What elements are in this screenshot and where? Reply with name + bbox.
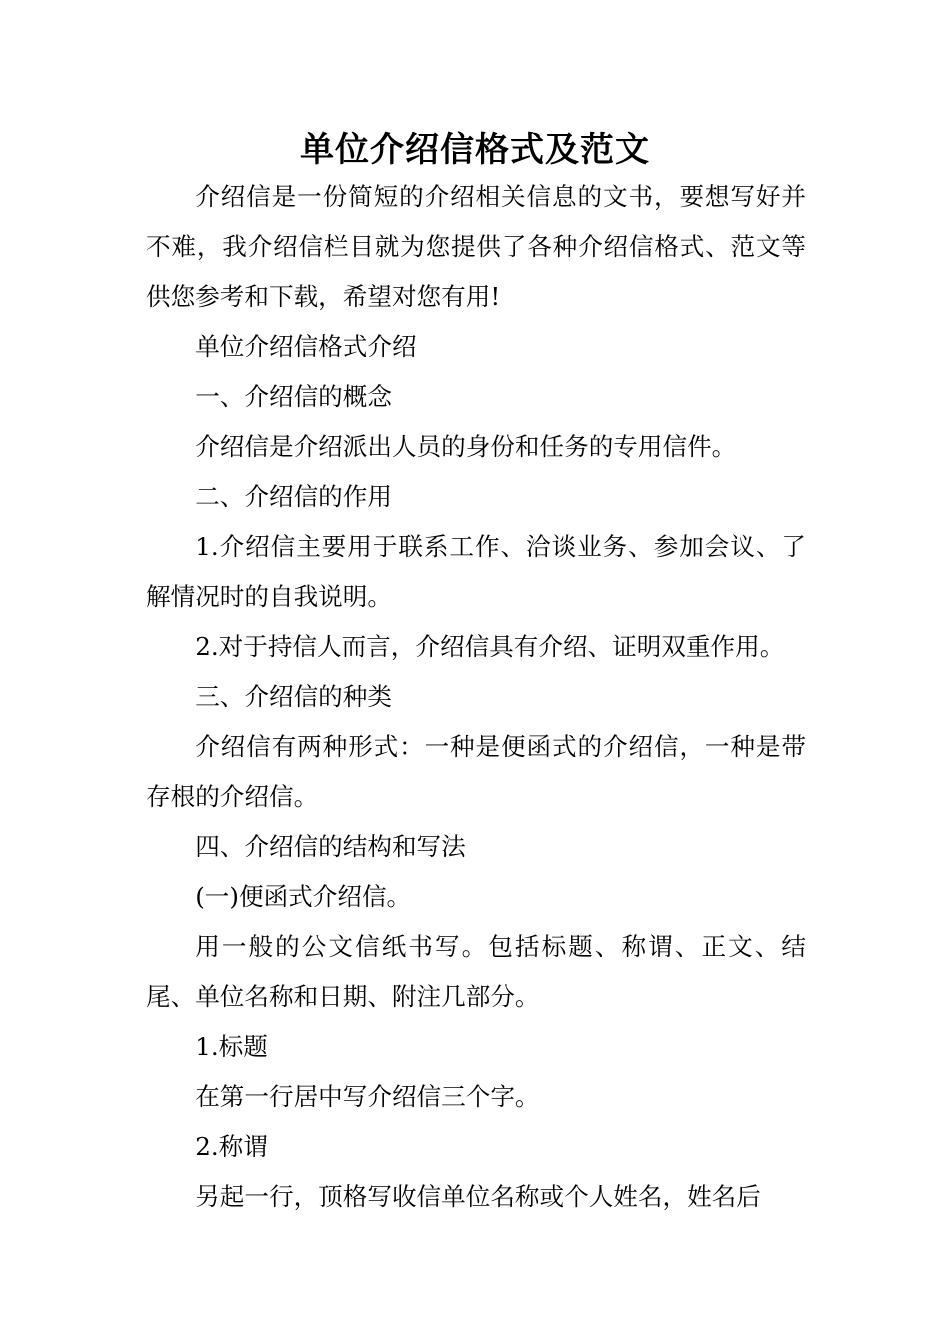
- paragraph-intro: 介绍信是一份简短的介绍相关信息的文书，要想写好并不难，我介绍信栏目就为您提供了各种介绍信格式、范文等供您参考和下载，希望对您有用!: [146, 182, 806, 311]
- paragraph-types: 介绍信有两种形式：一种是便函式的介绍信，一种是带存根的介绍信。: [146, 732, 806, 811]
- paragraph-concept: 介绍信是介绍派出人员的身份和任务的专用信件。: [195, 432, 737, 461]
- paragraph-section-heading: 单位介绍信格式介绍: [195, 332, 417, 361]
- heading-concept: 一、介绍信的概念: [195, 382, 392, 411]
- item-salutation-heading: 2.称谓: [195, 1132, 268, 1161]
- paragraph-function-1: 1.介绍信主要用于联系工作、洽谈业务、参加会议、了解情况时的自我说明。: [146, 532, 806, 611]
- heading-structure: 四、介绍信的结构和写法: [195, 832, 466, 861]
- paragraph-salutation-rule: 另起一行，顶格写收信单位名称或个人姓名，姓名后: [195, 1182, 761, 1211]
- document-title: 单位介绍信格式及范文: [300, 130, 650, 170]
- item-title-heading: 1.标题: [195, 1032, 268, 1061]
- paragraph-function-2: 2.对于持信人而言，介绍信具有介绍、证明双重作用。: [195, 632, 785, 661]
- paragraph-title-rule: 在第一行居中写介绍信三个字。: [195, 1082, 540, 1111]
- paragraph-letter-style: 用一般的公文信纸书写。包括标题、称谓、正文、结尾、单位名称和日期、附注几部分。: [146, 932, 806, 1011]
- subheading-letter-style: (一)便函式介绍信。: [195, 882, 412, 911]
- heading-types: 三、介绍信的种类: [195, 682, 392, 711]
- document-body: [146, 172, 806, 1222]
- heading-function: 二、介绍信的作用: [195, 482, 392, 511]
